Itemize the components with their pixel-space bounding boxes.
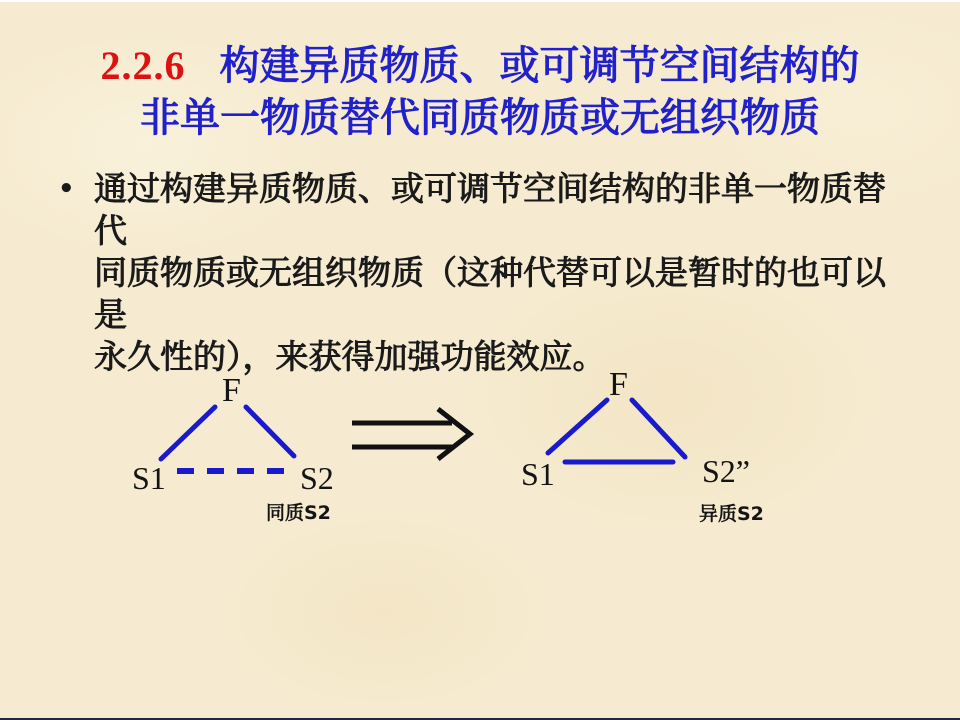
body-line-1: 通过构建异质物质、或可调节空间结构的非单一物质替代 bbox=[94, 169, 886, 250]
left-triangle-right-side-line bbox=[246, 407, 294, 456]
body-text bbox=[94, 168, 916, 378]
right-triangle-s1-label: S1 bbox=[521, 456, 555, 492]
left-triangle-s2-label: S2 bbox=[300, 460, 334, 496]
slide-title bbox=[0, 40, 960, 144]
right-triangle-caption: 异质S2 bbox=[699, 503, 764, 525]
body-paragraph bbox=[56, 168, 916, 378]
title-line-2: 非单一物质替代同质物质或无组织物质 bbox=[140, 95, 820, 141]
triangle-diagram bbox=[0, 360, 960, 540]
left-triangle-caption: 同质S2 bbox=[266, 502, 331, 524]
body-line-3: 永久性的），来获得加强功能效应。 bbox=[94, 337, 606, 376]
right-triangle-right-side-line bbox=[632, 400, 685, 457]
left-triangle-f-label: F bbox=[222, 372, 241, 409]
left-triangle-s1-label: S1 bbox=[132, 460, 166, 496]
diagram-canvas bbox=[0, 360, 960, 540]
title-line-1-text: 构建异质物质、或可调节空间结构的 bbox=[219, 43, 860, 89]
right-triangle-s2-label: S2” bbox=[702, 453, 750, 489]
right-triangle-left-side-line bbox=[548, 400, 607, 453]
title-line-1 bbox=[0, 40, 960, 92]
left-triangle-left-side-line bbox=[161, 407, 215, 459]
body-line-2: 同质物质或无组织物质（这种代替可以是暂时的也可以是 bbox=[94, 253, 886, 334]
bullet-marker: • bbox=[58, 174, 75, 204]
section-number: 2.2.6 bbox=[100, 43, 186, 88]
right-triangle-f-label: F bbox=[609, 366, 628, 403]
slide-top-edge bbox=[0, 0, 960, 2]
arrow-head-chevron bbox=[438, 409, 470, 459]
